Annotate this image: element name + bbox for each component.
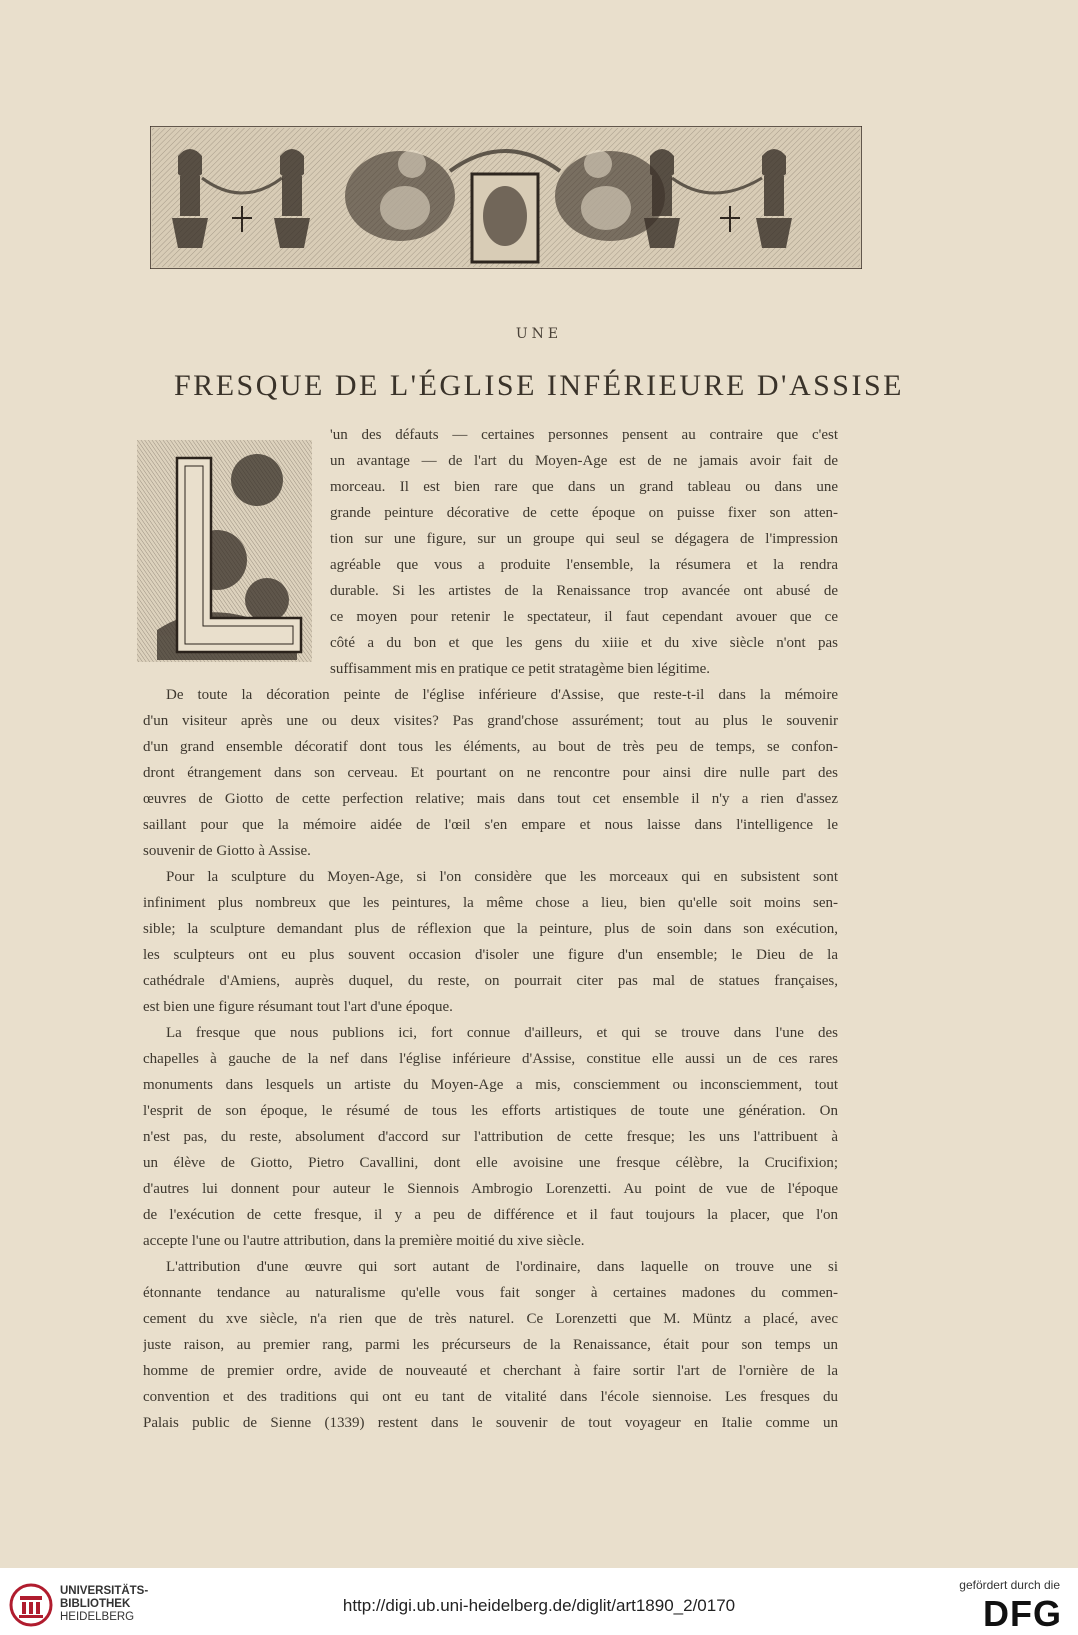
body-line: les sculpteurs ont eu plus souvent occasion d'isoler une figure d'un ensemble; le Dieu de la xyxy=(143,947,838,963)
body-line: cathédrale d'Amiens, auprès duquel, du reste, on pourrait citer pas mal de statues françaises, xyxy=(143,973,838,989)
body-line: d'autres lui donnent pour auteur le Siennois Ambrogio Lorenzetti. Au point de vue de l'époque xyxy=(143,1181,838,1197)
library-name-line: UNIVERSITÄTS- xyxy=(60,1585,149,1597)
body-line: chapelles à gauche de la nef dans l'église inférieure d'Assise, constitue elle aussi un de ces rares xyxy=(143,1051,838,1067)
body-line: 'un des défauts — certaines personnes pensent au contraire que c'est xyxy=(330,427,838,443)
body-line: étonnante tendance au naturalisme qu'elle vous fait songer à certaines madones du commen- xyxy=(143,1285,838,1301)
body-line: morceau. Il est bien rare que dans un grand tableau ou dans une xyxy=(330,479,838,495)
body-line: cement du xve siècle, n'a rien que de très naturel. Ce Lorenzetti que M. Müntz a placé, avec xyxy=(143,1311,838,1327)
body-line: de l'exécution de cette fresque, il y a peu de différence et il faut toujours la placer, que l'on xyxy=(143,1207,838,1223)
body-line: monuments dans lesquels un artiste du Moyen-Age a mis, consciemment ou inconsciemment, tout xyxy=(143,1077,838,1093)
body-line: un élève de Giotto, Pietro Cavallini, dont elle avoisine une fresque célèbre, la Crucifixion; xyxy=(143,1155,838,1171)
body-line: homme de premier ordre, avide de nouveauté et cherchant à faire sortir l'art de l'ornière de la xyxy=(143,1363,838,1379)
body-line: côté a du bon et que les gens du xiiie et du xive siècle n'ont pas xyxy=(330,635,838,651)
body-line: juste raison, au premier rang, parmi les précurseurs de la Renaissance, était pour son temps un xyxy=(143,1337,838,1353)
sponsor-label: gefördert durch die xyxy=(959,1578,1060,1592)
body-line: De toute la décoration peinte de l'église inférieure d'Assise, que reste-t-il dans la mémoire xyxy=(166,687,838,703)
body-line: infiniment plus nombreux que les peintures, la même chose a lieu, bien qu'elle soit moins sen- xyxy=(143,895,838,911)
body-line: Palais public de Sienne (1339) restent dans le souvenir de tout voyageur en Italie comme un xyxy=(143,1415,838,1431)
body-line: ce moyen pour retenir le spectateur, il faut cependant avouer que ce xyxy=(330,609,838,625)
body-line: tion sur une figure, sur un groupe qui seul se dégagera de l'impression xyxy=(330,531,838,547)
library-name-line: HEIDELBERG xyxy=(60,1611,135,1623)
body-line: n'est pas, du reste, absolument d'accord sur l'attribution de cette fresque; les uns l'attribuent à xyxy=(143,1129,838,1145)
body-line: Pour la sculpture du Moyen-Age, si l'on considère que les morceaux qui en subsistent sont xyxy=(166,869,838,885)
body-line: œuvres de Giotto de cette perfection relative; mais dans tout cet ensemble il n'y a rien d'assez xyxy=(143,791,838,807)
article-title: FRESQUE DE L'ÉGLISE INFÉRIEURE D'ASSISE xyxy=(174,369,904,402)
decorated-initial-L-illustration xyxy=(137,440,312,662)
body-line: sible; la sculpture demandant plus de réflexion que la peinture, plus de soin dans son exécution, xyxy=(143,921,838,937)
body-line: dront étrangement dans son cerveau. Et pourtant on ne rencontre pour ainsi dire nulle part des xyxy=(143,765,838,781)
article-subtitle: UNE xyxy=(515,326,563,342)
body-line: accepte l'une ou l'autre attribution, dans la première moitié du xive siècle. xyxy=(143,1233,585,1249)
ornamental-frieze-illustration xyxy=(150,126,862,269)
body-line: d'un grand ensemble décoratif dont tous les éléments, au bout de très peu de temps, se confon- xyxy=(143,739,838,755)
body-line: grande peinture décorative de cette époque on puisse fixer son atten- xyxy=(330,505,838,521)
body-line: l'esprit de son époque, le résumé de tous les efforts artistiques de toute une génération. On xyxy=(143,1103,838,1119)
body-line: durable. Si les artistes de la Renaissance trop avancée ont abusé de xyxy=(330,583,838,599)
body-line: un avantage — de l'art du Moyen-Age est de ne jamais avoir fait de xyxy=(330,453,838,469)
body-line: souvenir de Giotto à Assise. xyxy=(143,843,311,859)
body-line: agréable que vous a produite l'ensemble, la résumera et la rendra xyxy=(330,557,838,573)
body-line: suffisamment mis en pratique ce petit stratagème bien légitime. xyxy=(330,661,711,677)
dfg-logo-icon: DFG xyxy=(983,1593,1062,1634)
library-name-line: BIBLIOTHEK xyxy=(60,1598,131,1610)
body-line: saillant pour que la mémoire aidée de l'œil s'en empare et nous laisse dans l'intelligence le xyxy=(143,817,838,833)
permalink-url[interactable]: http://digi.ub.uni-heidelberg.de/diglit/art1890_2/0170 xyxy=(342,1596,736,1615)
viewer-footer xyxy=(0,1568,1078,1635)
body-line: est bien une figure résumant tout l'art d'une époque. xyxy=(143,999,453,1015)
body-line: La fresque que nous publions ici, fort connue d'ailleurs, et qui se trouve dans l'une des xyxy=(166,1025,838,1041)
body-line: d'un visiteur après une ou deux visites? Pas grand'chose assurément; tout au plus le souvenir xyxy=(143,713,838,729)
body-line: convention et des traditions qui ont eu tant de vitalité dans l'école siennoise. Les fresques du xyxy=(143,1389,838,1405)
body-line: L'attribution d'une œuvre qui sort autant de l'ordinaire, dans laquelle on trouve une si xyxy=(166,1259,838,1275)
